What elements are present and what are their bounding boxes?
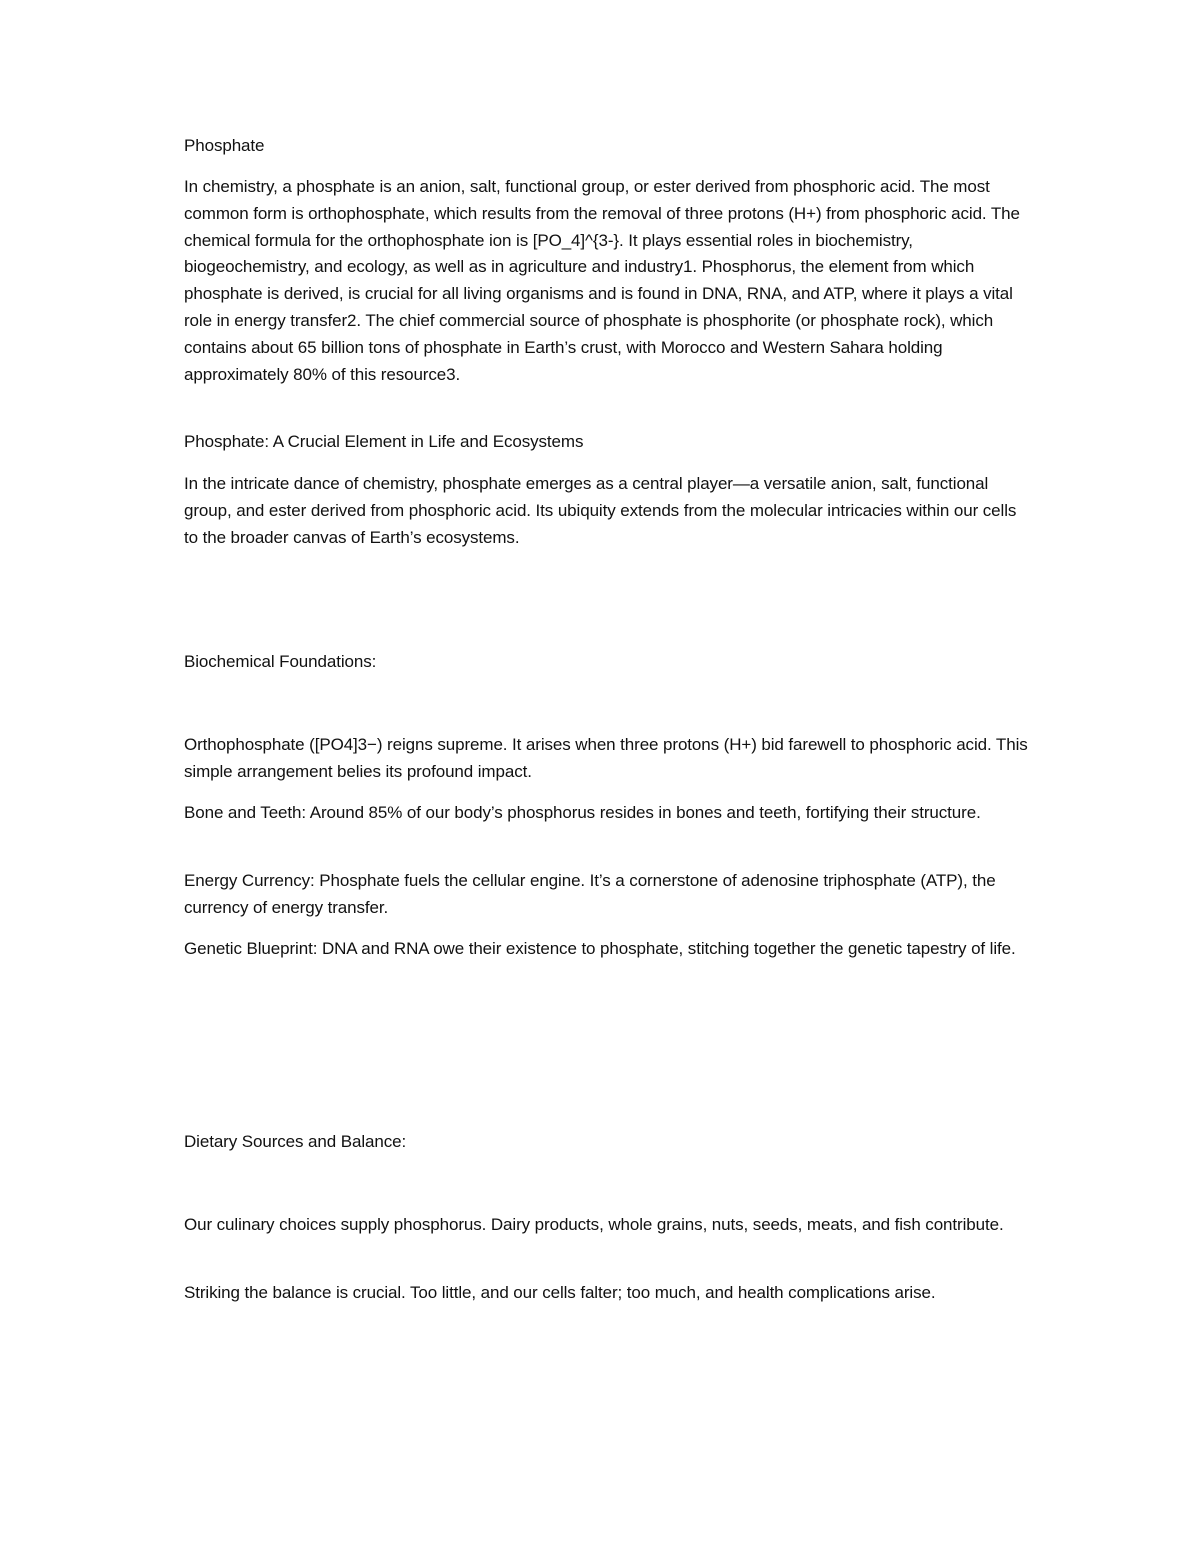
bone-and-teeth-paragraph: Bone and Teeth: Around 85% of our body’s phosphorus resides in bones and teeth, fortifying their structure. <box>184 803 981 822</box>
overview-paragraph: In the intricate dance of chemistry, phosphate emerges as a central player—a versatile anion, salt, functional group, and ester derived from phosphoric acid. Its ubiquity extends from the molecular intricacies within our cells to the broader canvas of Earth’s ecosystems. <box>184 474 1017 547</box>
orthophosphate-paragraph: Orthophosphate ([PO4]3−) reigns supreme. It arises when three protons (H+) bid farewell to phosphoric acid. This simple arrangement belies its profound impact. <box>184 735 1028 781</box>
energy-currency-paragraph: Energy Currency: Phosphate fuels the cellular engine. It’s a cornerstone of adenosine triphosphate (ATP), the currency of energy transfer. <box>184 871 996 917</box>
intro-paragraph: In chemistry, a phosphate is an anion, salt, functional group, or ester derived from phosphoric acid. The most common form is orthophosphate, which results from the removal of three protons (H+) from phosphoric acid. The chemical formula for the orthophosphate ion is [PO_4]^{3-}. It plays essential roles in biochemistry, biogeochemistry, and ecology, as well as in agriculture and industry1. Phosphorus, the element from which phosphate is derived, is crucial for all living organisms and is found in DNA, RNA, and ATP, where it plays a vital role in energy transfer2. The chief commercial source of phosphate is phosphorite (or phosphate rock), which contains about 65 billion tons of phosphate in Earth’s crust, with Morocco and Western Sahara holding approximately 80% of this resource3. <box>184 177 1020 384</box>
section-heading-biochemical-foundations: Biochemical Foundations: <box>184 652 377 671</box>
dietary-sources-paragraph: Our culinary choices supply phosphorus. Dairy products, whole grains, nuts, seeds, meats, and fish contribute. <box>184 1215 1004 1234</box>
section-heading-dietary-sources: Dietary Sources and Balance: <box>184 1132 407 1151</box>
document-title: Phosphate <box>184 136 265 155</box>
balance-paragraph: Striking the balance is crucial. Too little, and our cells falter; too much, and health complications arise. <box>184 1283 936 1302</box>
document-subtitle: Phosphate: A Crucial Element in Life and Ecosystems <box>184 432 584 451</box>
genetic-blueprint-paragraph: Genetic Blueprint: DNA and RNA owe their existence to phosphate, stitching together the genetic tapestry of life. <box>184 939 1016 958</box>
